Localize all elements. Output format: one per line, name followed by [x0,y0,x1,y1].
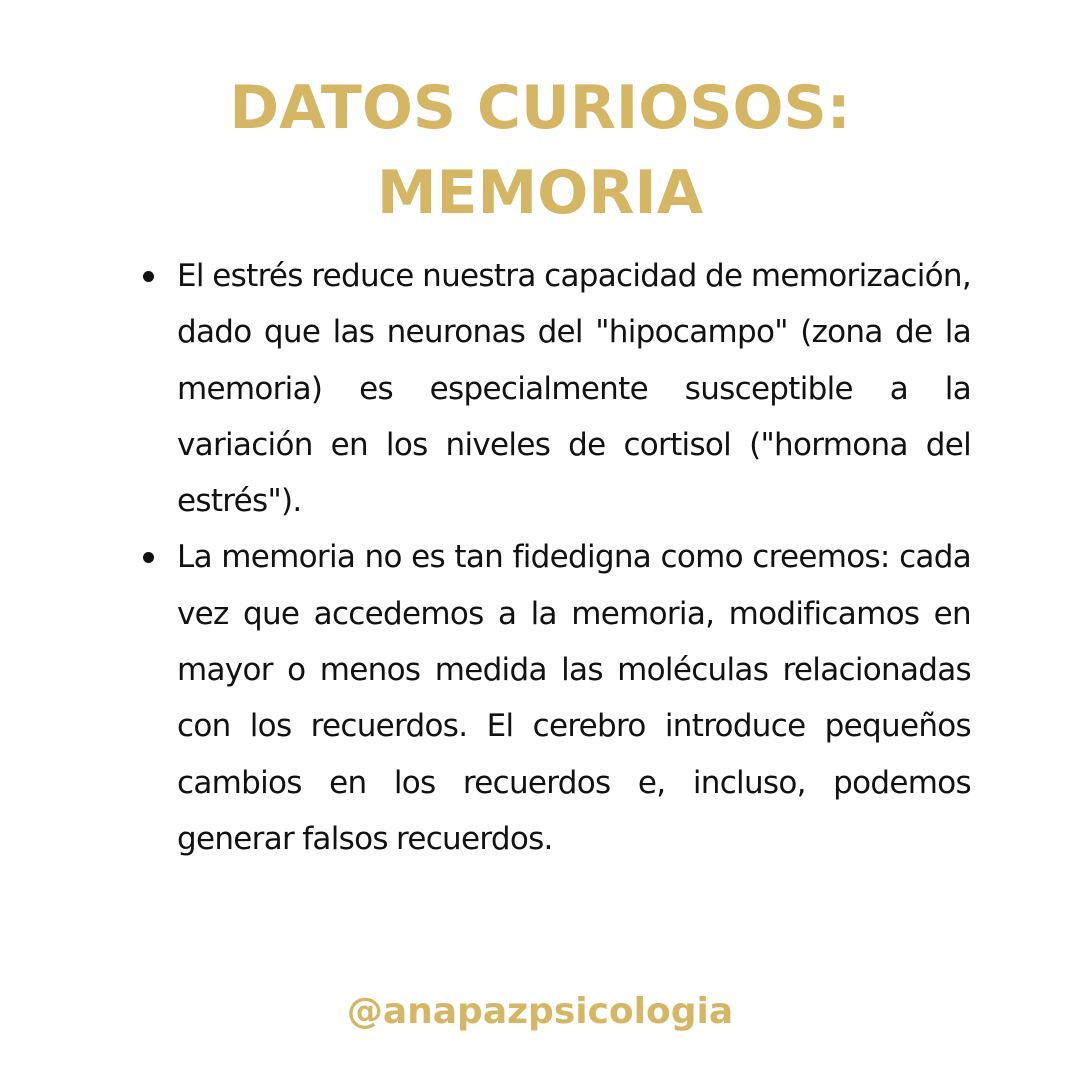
title-line-1: DATOS CURIOSOS: [229,73,851,143]
bullet-icon [143,552,154,563]
fact-text: El estrés reduce nuestra capacidad de memorización, dado que las neuronas del "hipocampo" (zona de la memoria) es especialmente susceptible a la variación en los niveles de cortisol ("hormona del estrés"). [177,258,971,520]
bullet-icon [143,271,154,282]
fact-text: La memoria no es tan fidedigna como creemos: cada vez que accedemos a la memoria, modificamos en mayor o menos medida las moléculas relacionadas con los recuerdos. El cerebro introduce pequeños cambios en los recuerdos e, incluso, podemos generar falsos recuerdos. [177,539,971,857]
social-handle: @anapazpsicologia [346,991,734,1032]
post-title [0,66,1080,236]
fact-item [177,529,971,867]
title-line-2: MEMORIA [376,158,704,228]
fact-item [177,248,971,529]
facts-list [177,248,971,867]
